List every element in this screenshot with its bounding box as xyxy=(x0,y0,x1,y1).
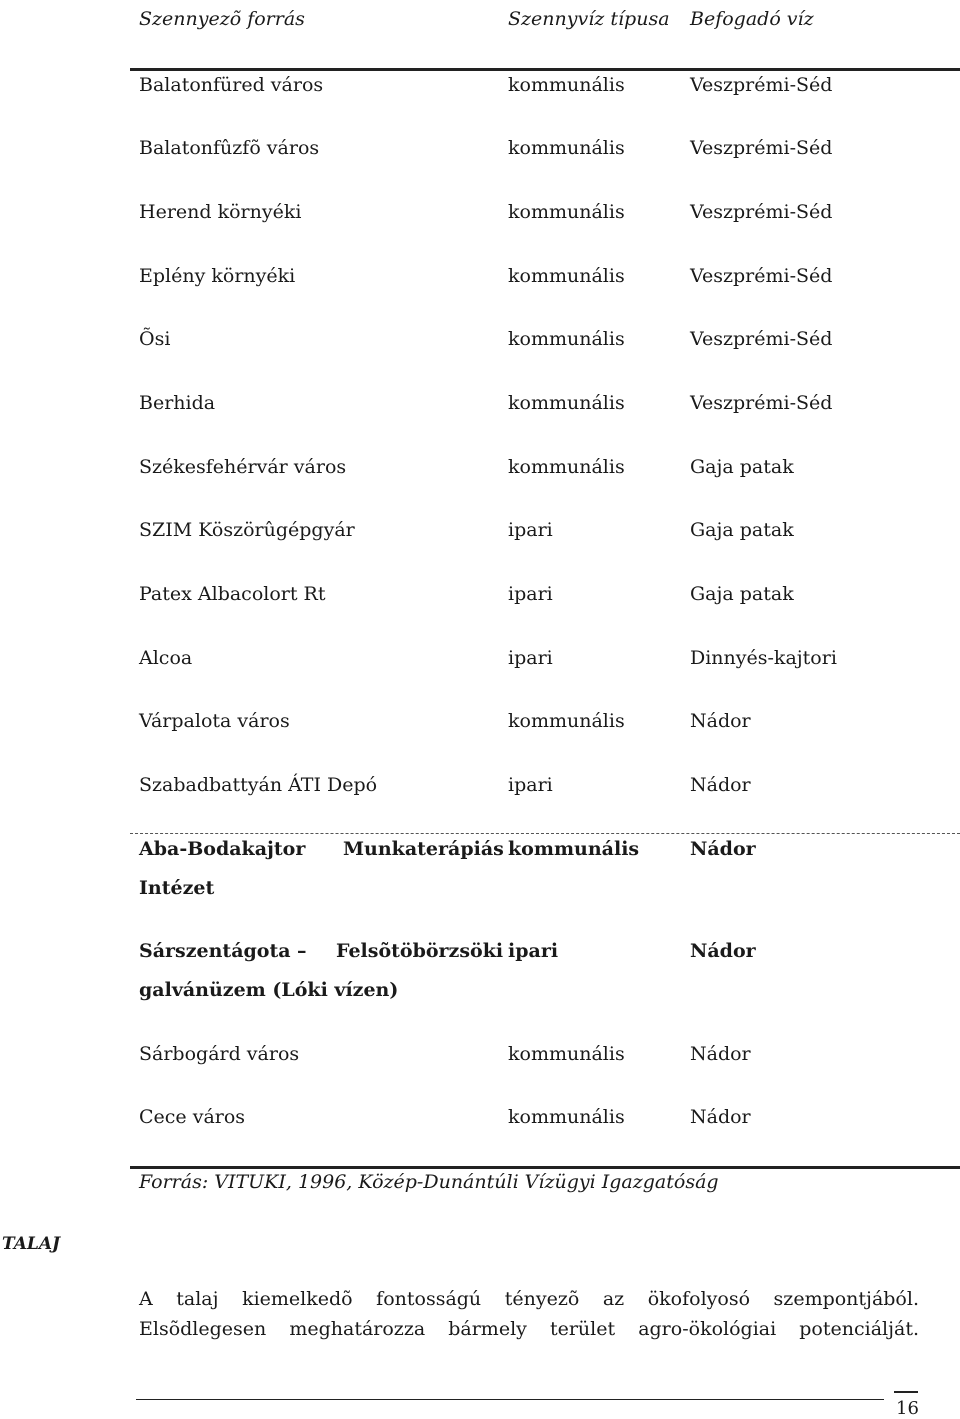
cell-type: ipari xyxy=(508,519,553,541)
cell-type: kommunális xyxy=(508,265,625,287)
cell-source: Felsõtöbörzsöki xyxy=(336,940,504,962)
cell-receiver: Nádor xyxy=(690,1043,751,1065)
cell-source: Székesfehérvár város xyxy=(139,456,347,478)
page-number: 16 xyxy=(896,1398,919,1419)
cell-source: Balatonfûzfõ város xyxy=(139,137,320,159)
cell-receiver: Gaja patak xyxy=(690,519,794,541)
cell-receiver: Veszprémi-Séd xyxy=(690,392,833,414)
cell-receiver: Veszprémi-Séd xyxy=(690,137,833,159)
cell-receiver: Nádor xyxy=(690,838,756,860)
cell-source: Munkaterápiás xyxy=(343,838,504,860)
cell-type: kommunális xyxy=(508,392,625,414)
cell-type: kommunális xyxy=(508,1106,625,1128)
cell-source: Patex Albacolort Rt xyxy=(139,583,326,605)
section-heading: TALAJ xyxy=(2,1234,61,1254)
cell-receiver: Gaja patak xyxy=(690,456,794,478)
cell-source: Cece város xyxy=(139,1106,246,1128)
cell-type: ipari xyxy=(508,647,553,669)
cell-type: kommunális xyxy=(508,201,625,223)
table-source-note: Forrás: VITUKI, 1996, Közép-Dunántúli Vízügyi Igazgatóság xyxy=(139,1171,719,1193)
cell-source: Õsi xyxy=(139,328,171,350)
cell-receiver: Nádor xyxy=(690,774,751,796)
cell-receiver: Veszprémi-Séd xyxy=(690,74,833,96)
cell-type: kommunális xyxy=(508,1043,625,1065)
header-pollution-source: Szennyezõ forrás xyxy=(139,8,305,30)
cell-source: Szabadbattyán ÁTI Depó xyxy=(139,774,378,796)
cell-receiver: Gaja patak xyxy=(690,583,794,605)
cell-type: kommunális xyxy=(508,328,625,350)
cell-type: kommunális xyxy=(508,74,625,96)
cell-source: Várpalota város xyxy=(139,710,290,732)
cell-source: Berhida xyxy=(139,392,216,414)
cell-source: galvánüzem (Lóki vízen) xyxy=(139,979,399,1001)
row-separator-dashed xyxy=(130,833,960,834)
cell-receiver: Veszprémi-Séd xyxy=(690,265,833,287)
cell-receiver: Nádor xyxy=(690,710,751,732)
cell-source: SZIM Köszörûgépgyár xyxy=(139,519,355,541)
cell-source: Aba-Bodakajtor xyxy=(139,838,306,860)
cell-receiver: Dinnyés-kajtori xyxy=(690,647,837,669)
table-top-rule xyxy=(130,68,960,71)
cell-type: kommunális xyxy=(508,838,640,860)
cell-type: kommunális xyxy=(508,456,625,478)
header-receiving-water: Befogadó víz xyxy=(690,8,814,30)
cell-source: – xyxy=(297,940,307,962)
cell-type: ipari xyxy=(508,940,559,962)
cell-type: ipari xyxy=(508,774,553,796)
cell-source: Herend környéki xyxy=(139,201,302,223)
cell-receiver: Nádor xyxy=(690,1106,751,1128)
cell-source: Intézet xyxy=(139,877,215,899)
cell-type: ipari xyxy=(508,583,553,605)
footer-rule xyxy=(136,1399,884,1400)
header-wastewater-type: Szennyvíz típusa xyxy=(508,8,670,30)
page-number-rule xyxy=(894,1391,918,1393)
paragraph-line: Elsõdlegesen meghatározza bármely terület agro-ökológiai potenciálját. xyxy=(139,1318,919,1340)
cell-source: Sárszentágota xyxy=(139,940,291,962)
cell-type: kommunális xyxy=(508,710,625,732)
table-bottom-rule xyxy=(130,1166,960,1169)
cell-source: Balatonfüred város xyxy=(139,74,324,96)
cell-source: Alcoa xyxy=(139,647,193,669)
cell-receiver: Veszprémi-Séd xyxy=(690,328,833,350)
cell-type: kommunális xyxy=(508,137,625,159)
cell-source: Eplény környéki xyxy=(139,265,296,287)
paragraph-line: A talaj kiemelkedõ fontosságú tényezõ az ökofolyosó szempontjából. xyxy=(139,1288,919,1310)
cell-receiver: Veszprémi-Séd xyxy=(690,201,833,223)
cell-receiver: Nádor xyxy=(690,940,756,962)
cell-source: Sárbogárd város xyxy=(139,1043,300,1065)
